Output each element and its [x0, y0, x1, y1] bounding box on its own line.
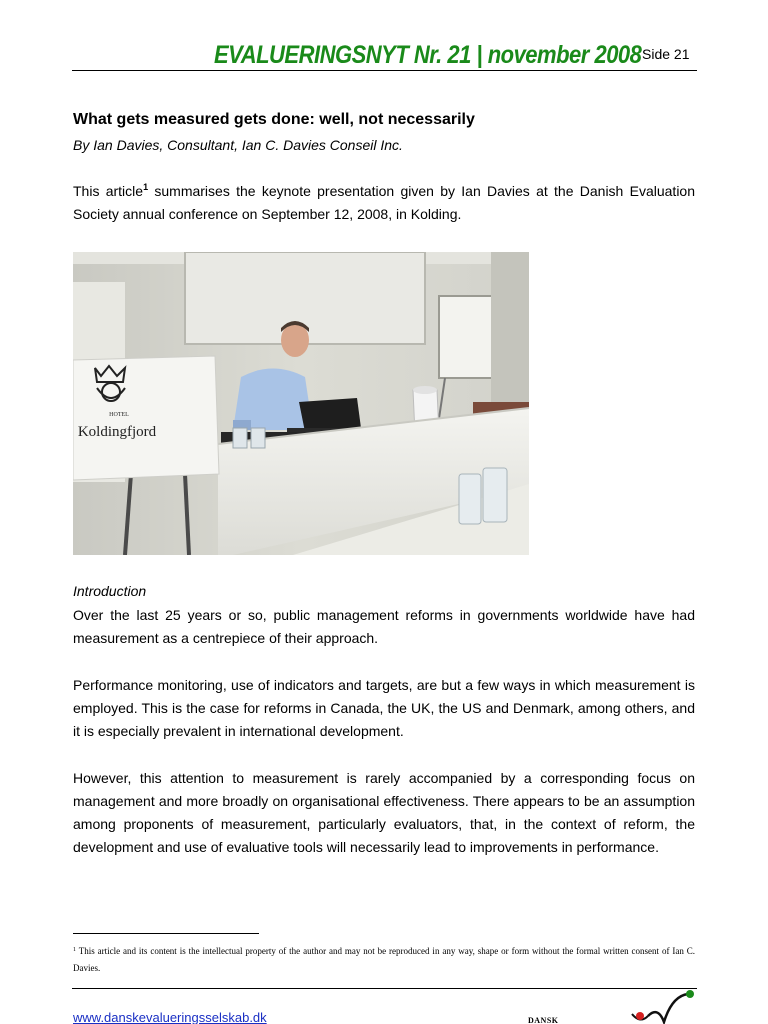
section-heading: Introduction: [73, 583, 147, 599]
sign-hotel-text: HOTEL: [109, 412, 129, 418]
footnote: $^1$ This article and its content is the intellectual property of the author and may not be reproduced in any way, shape or form without the formal written consent of Ian C. Davies.: [73, 946, 695, 973]
article-title: What gets measured gets done: well, not necessarily: [73, 111, 475, 128]
conference-photo: [73, 252, 529, 555]
website-link[interactable]: www.danskevalueringsselskab.dk: [73, 1010, 267, 1024]
intro-paragraph: This article$^1$ summarises the keynote presentation given by Ian Davies at the Danish Evaluation Society annual conference on September 12, 2008, in Kolding.: [73, 182, 695, 222]
page-number: Side 21: [642, 46, 690, 62]
header-divider: [72, 70, 697, 71]
footnote-divider: [73, 933, 259, 934]
body-paragraph: However, this attention to measurement is rarely accompanied by a corresponding focus on management and more broadly on organisational effectiveness. There appears to be an assumption among proponents of measurement, particularly evaluators, that, in the context of reform, the development and use of evaluative tools will necessarily lead to improvements in performance.: [73, 770, 695, 855]
society-logo-text: DANSK: [528, 1016, 559, 1024]
newsletter-title: EVALUERINGSNYT Nr. 21 | november 2008: [214, 40, 642, 69]
society-logo-icon: [628, 986, 698, 1024]
body-paragraph: Performance monitoring, use of indicators and targets, are but a few ways in which measurement is employed. This is the case for reforms in Canada, the UK, the US and Denmark, among others, and it is especially prevalent in international development.: [73, 677, 695, 739]
article-byline: By Ian Davies, Consultant, Ian C. Davies Conseil Inc.: [73, 137, 403, 153]
footnote-reference[interactable]: 1: [143, 182, 149, 192]
body-paragraph: Over the last 25 years or so, public management reforms in governments worldwide have had measurement as a centrepiece of their approach.: [73, 607, 695, 646]
sign-koldingfjord-text: Koldingfjord: [77, 424, 157, 440]
footer-divider: [72, 988, 697, 989]
